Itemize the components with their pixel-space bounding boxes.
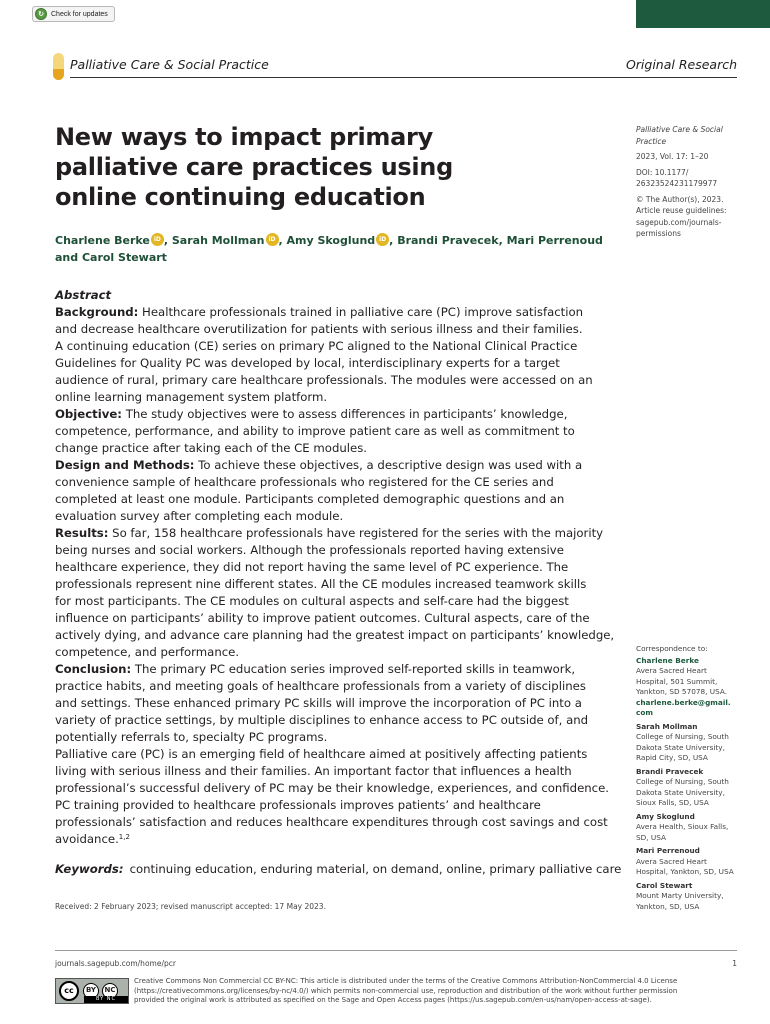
text-line: change practice after taking each of the CE modules.: [55, 441, 368, 455]
section-label: Design and Methods:: [55, 458, 195, 472]
affiliation-name: Amy Skoglund: [636, 811, 695, 821]
author-name[interactable]: Brandi Pravecek: [397, 234, 499, 247]
abstract-background: [55, 304, 627, 406]
keywords-label: Keywords:: [55, 862, 124, 876]
rights-line[interactable]: permissions: [636, 229, 681, 238]
check-updates-icon: ↻: [35, 8, 47, 20]
text-line: being nurses and social workers. Although the professionals reported having extensive: [55, 543, 564, 557]
text-line: professionals represent nine different states. All the CE modules increased teamwork skills: [55, 577, 587, 591]
text-line: competence, and performance.: [55, 645, 240, 659]
section-label: Background:: [55, 305, 139, 319]
check-updates-label: Check for updates: [51, 10, 108, 18]
article-meta-sidebar: [636, 124, 736, 244]
author-name[interactable]: Charlene Berke: [55, 234, 150, 247]
abstract-heading: Abstract: [55, 288, 112, 302]
affiliation-name: Sarah Mollman: [636, 721, 698, 731]
address-line: Rapid City, SD, USA: [636, 753, 708, 762]
license-line: (https://creativecommons.org/licenses/by-nc/4.0/) which permits non-commercial use, reproduction and distribution of the work without further permission: [134, 986, 678, 995]
title-line: New ways to impact primary: [55, 123, 433, 151]
text-line: completed at least one module. Participants completed demographic questions and an: [55, 492, 565, 506]
sidebar-doi[interactable]: [636, 167, 736, 190]
cc-nc-icon: NC: [102, 983, 118, 999]
orcid-icon[interactable]: iD: [151, 233, 164, 246]
journal-logo-icon: [53, 53, 64, 80]
text-line: convenience sample of healthcare professionals who registered for the CE series and: [55, 475, 554, 489]
sidebar-rights: [636, 194, 736, 240]
author-list: [55, 232, 615, 266]
text-line: and settings. These enhanced primary PC skills will improve the incorporation of PC into a: [55, 696, 582, 710]
footer-divider: [55, 950, 737, 951]
address-line: Avera Health, Sioux Falls,: [636, 822, 729, 831]
text-line: competence, performance, and ability to improve patient care as well as commitment to: [55, 424, 575, 438]
text-line: Palliative care (PC) is an emerging field of healthcare aimed at positively affecting patients: [55, 747, 588, 761]
orcid-icon[interactable]: iD: [376, 233, 389, 246]
text-line: audience of rural, primary care healthcare professionals. The modules were accessed on an: [55, 373, 593, 387]
section-label: Objective:: [55, 407, 122, 421]
abstract-results: [55, 525, 627, 661]
address-line: College of Nursing, South: [636, 732, 729, 741]
journal-url-link[interactable]: journals.sagepub.com/home/pcr: [55, 959, 176, 968]
address-line: Avera Sacred Heart: [636, 856, 707, 866]
text-line: online learning management system platform.: [55, 390, 328, 404]
text-line: potentially referrals to, specialty PC programs.: [55, 730, 328, 744]
section-label: Results:: [55, 526, 109, 540]
citation-ref[interactable]: 1,2: [118, 833, 130, 841]
orcid-icon[interactable]: iD: [266, 233, 279, 246]
header-divider: [70, 77, 737, 78]
license-line: Creative Commons Non Commercial CC BY-NC: This article is distributed under the terms of the Creative Commons Attribution-NonCommercial 4.0 License: [134, 977, 678, 985]
abstract-intro: [55, 746, 627, 848]
keywords-text: continuing education, enduring material, on demand, online, primary palliative care: [129, 862, 622, 876]
text-line: and decrease healthcare overutilization for patients with serious illness and their families.: [55, 322, 583, 336]
license-text: [134, 977, 738, 1006]
article-type: Original Research: [625, 57, 737, 72]
sidebar-journal: Palliative Care & Social Practice: [636, 125, 723, 146]
text-line: influence on participants’ ability to improve patient outcomes. Cultural aspects, care of the: [55, 611, 590, 625]
author-name[interactable]: Amy Skoglund: [286, 234, 376, 247]
section-label: Conclusion:: [55, 662, 132, 676]
text-line: living with serious illness and their families. An important factor that influences a health: [55, 764, 572, 778]
text-line: avoidance.: [55, 832, 119, 846]
address-line: Hospital, Yankton, SD, USA: [636, 867, 734, 876]
cc-license-badge[interactable]: [55, 978, 129, 1004]
rights-line: Article reuse guidelines:: [636, 206, 727, 215]
text-line: healthcare experience, they did not report having the same level of PC experience. The: [55, 560, 569, 574]
text-line: A continuing education (CE) series on primary PC aligned to the National Clinical Practice: [55, 339, 578, 353]
text-line: professional’s successful delivery of PC may be their knowledge, experiences, and confidence.: [55, 781, 610, 795]
address-line: Yankton, SD 57078, USA.: [636, 687, 728, 696]
author-separator: ,: [498, 234, 507, 247]
rights-line: © The Author(s), 2023.: [636, 194, 724, 204]
correspondence-block: [636, 644, 740, 912]
article-title: [55, 122, 615, 212]
text-line: for most participants. The CE modules on cultural aspects and self-care had the biggest: [55, 594, 569, 608]
cc-strip-label: BY NC: [84, 996, 128, 1003]
keywords: [55, 861, 635, 878]
doi-line: 26323524231179977: [636, 179, 718, 188]
affiliation-name: Carol Stewart: [636, 880, 693, 890]
correspondence-email[interactable]: [636, 698, 740, 719]
affiliation-name: Brandi Pravecek: [636, 766, 704, 776]
text-line: variety of practice settings, by multiple disciplines to enhance access to PC outside of, and: [55, 713, 589, 727]
correspondence-name: Charlene Berke: [636, 655, 699, 665]
text-line: PC training provided to healthcare professionals improves patients’ and healthcare: [55, 798, 541, 812]
address-line: Dakota State University,: [636, 742, 725, 752]
address-line: Avera Sacred Heart: [636, 666, 707, 675]
text-line: actively dying, and advance care planning had the greatest impact on participants’ knowledge,: [55, 628, 615, 642]
email-line: com: [636, 708, 653, 717]
email-line: charlene.berke@gmail.: [636, 697, 731, 707]
author-name[interactable]: Sarah Mollman: [171, 234, 265, 247]
page-number: 1: [732, 959, 737, 968]
journal-name: Palliative Care & Social Practice: [70, 57, 269, 72]
cc-icon: cc: [59, 981, 79, 1001]
text-line: evaluation survey after completing each module.: [55, 509, 344, 523]
text-line: The primary PC education series improved self-reported skills in teamwork,: [131, 662, 576, 676]
author-name[interactable]: Mari Perrenoud: [506, 234, 603, 247]
title-line: palliative care practices using: [55, 153, 453, 181]
author-separator: ,: [389, 234, 398, 247]
title-line: online continuing education: [55, 183, 426, 211]
address-line: Mount Marty University,: [636, 891, 724, 900]
journal-color-tab: [636, 0, 770, 28]
license-line: provided the original work is attributed as specified on the Sage and Open Access pages (https://us.sagepub.com/en-us/nam/open-access-at-sage).: [134, 996, 652, 1004]
author-name[interactable]: and Carol Stewart: [55, 251, 167, 264]
affiliation-name: Mari Perrenoud: [636, 846, 700, 855]
cc-by-icon: BY: [83, 983, 99, 999]
sidebar-volume: 2023, Vol. 17: 1–20: [636, 152, 709, 161]
text-line: To achieve these objectives, a descriptive design was used with a: [194, 458, 583, 472]
address-line: Yankton, SD, USA: [636, 901, 700, 911]
text-line: practice habits, and meeting goals of healthcare professionals from a variety of disciplines: [55, 679, 586, 693]
address-line: Hospital, 501 Summit,: [636, 676, 718, 686]
abstract-design: [55, 457, 627, 525]
address-line: SD, USA: [636, 832, 666, 842]
text-line: Healthcare professionals trained in palliative care (PC) improve satisfaction: [138, 305, 584, 319]
address-line: College of Nursing, South: [636, 777, 729, 786]
rights-line[interactable]: sagepub.com/journals-: [636, 217, 722, 227]
text-line: The study objectives were to assess differences in participants’ knowledge,: [121, 407, 568, 421]
check-for-updates-button[interactable]: [32, 6, 115, 22]
address-line: Dakota State University,: [636, 787, 725, 797]
abstract: [55, 287, 627, 848]
abstract-conclusion: [55, 661, 627, 746]
text-line: professionals’ satisfaction and reduces healthcare expenditures through cost savings and cost: [55, 815, 608, 829]
text-line: Guidelines for Quality PC was developed by local, interdisciplinary experts for a target: [55, 356, 560, 370]
abstract-objective: [55, 406, 627, 457]
correspondence-label: Correspondence to:: [636, 644, 708, 653]
author-separator: ,: [163, 234, 172, 247]
text-line: So far, 158 healthcare professionals have registered for the series with the majority: [108, 526, 604, 540]
address-line: Sioux Falls, SD, USA: [636, 798, 709, 807]
received-dates: Received: 2 February 2023; revised manuscript accepted: 17 May 2023.: [55, 902, 326, 911]
author-separator: ,: [278, 234, 287, 247]
doi-line: DOI: 10.1177/: [636, 167, 689, 177]
